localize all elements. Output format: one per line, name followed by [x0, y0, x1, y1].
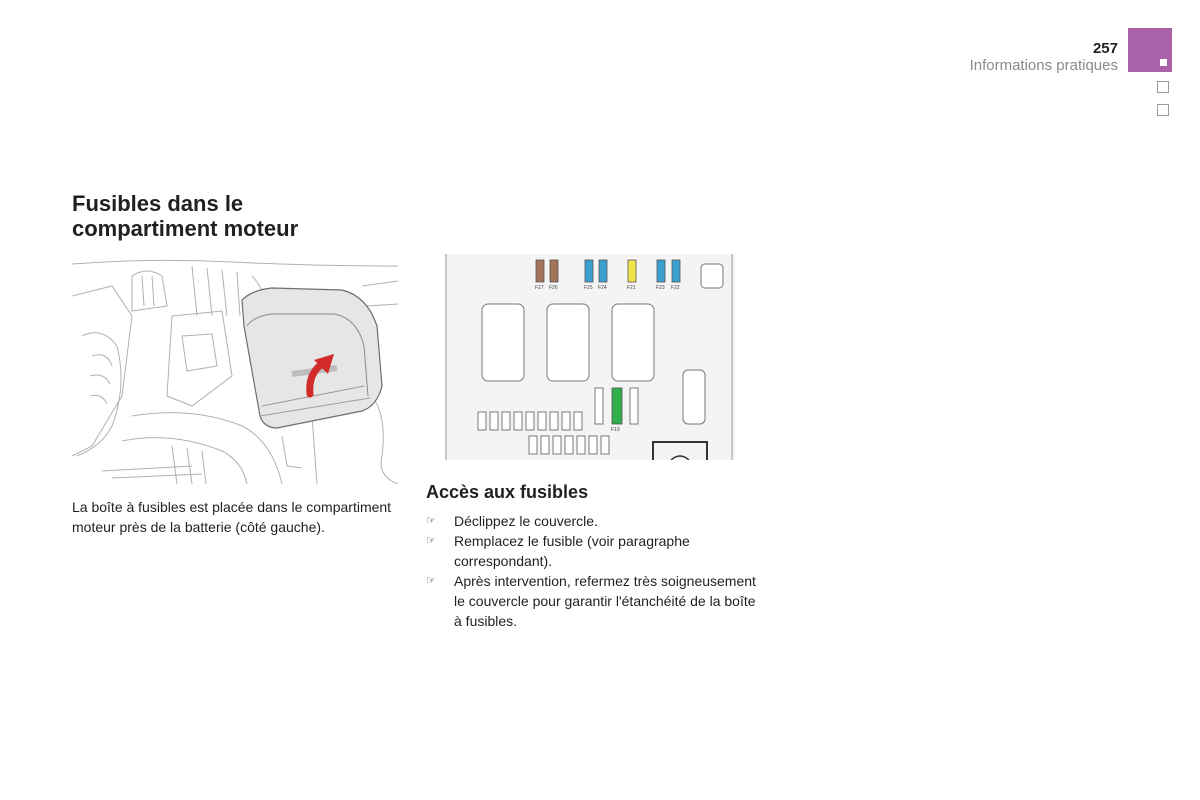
fuse-f19: [612, 388, 622, 424]
fuse-f21: [628, 260, 636, 282]
access-fuses-heading: Accès aux fusibles: [426, 482, 589, 502]
page-number: 257: [1092, 40, 1118, 57]
list-item: [426, 571, 756, 631]
fuse-box-diagram: [445, 254, 735, 460]
access-steps-list: [426, 511, 756, 631]
fuse-label: F23: [656, 285, 665, 291]
fuse-label: F19: [611, 427, 620, 433]
fuse-label: F24: [598, 285, 607, 291]
fuse-f25: [585, 260, 593, 282]
fuse-box-location-text: La boîte à fusibles est placée dans le compartiment moteur près de la batterie (côté gauche).: [72, 499, 392, 535]
fuse-label: F26: [549, 285, 558, 291]
list-item: [426, 511, 756, 531]
fuse-label: F27: [535, 285, 544, 291]
tab-indicator-dot: [1160, 59, 1167, 66]
fuse-f27: [536, 260, 544, 282]
tab-indicator-empty: [1157, 81, 1169, 93]
fuse-f24: [599, 260, 607, 282]
engine-compartment-illustration: [72, 256, 398, 484]
hand-pointer-icon: ☞: [426, 575, 436, 587]
tab-indicator-empty: [1157, 104, 1169, 116]
section-title: Informations pratiques: [969, 57, 1118, 74]
fuse-label: F22: [671, 285, 680, 291]
fuse-f26: [550, 260, 558, 282]
fuse-f22: [672, 260, 680, 282]
fuse-f23: [657, 260, 665, 282]
hand-pointer-icon: ☞: [426, 515, 436, 527]
page-title: Fusibles dans le compartiment moteur: [72, 191, 299, 241]
list-item: [426, 531, 756, 571]
fuse-label: F21: [627, 285, 636, 291]
step-text: Après intervention, refermez très soigneusement le couvercle pour garantir l'étanchéité de la boîte à fusibles.: [454, 573, 756, 629]
fuse-label: F25: [584, 285, 593, 291]
step-text: Déclippez le couvercle.: [454, 513, 598, 529]
hand-pointer-icon: ☞: [426, 535, 436, 547]
step-text: Remplacez le fusible (voir paragraphe correspondant).: [454, 533, 690, 569]
